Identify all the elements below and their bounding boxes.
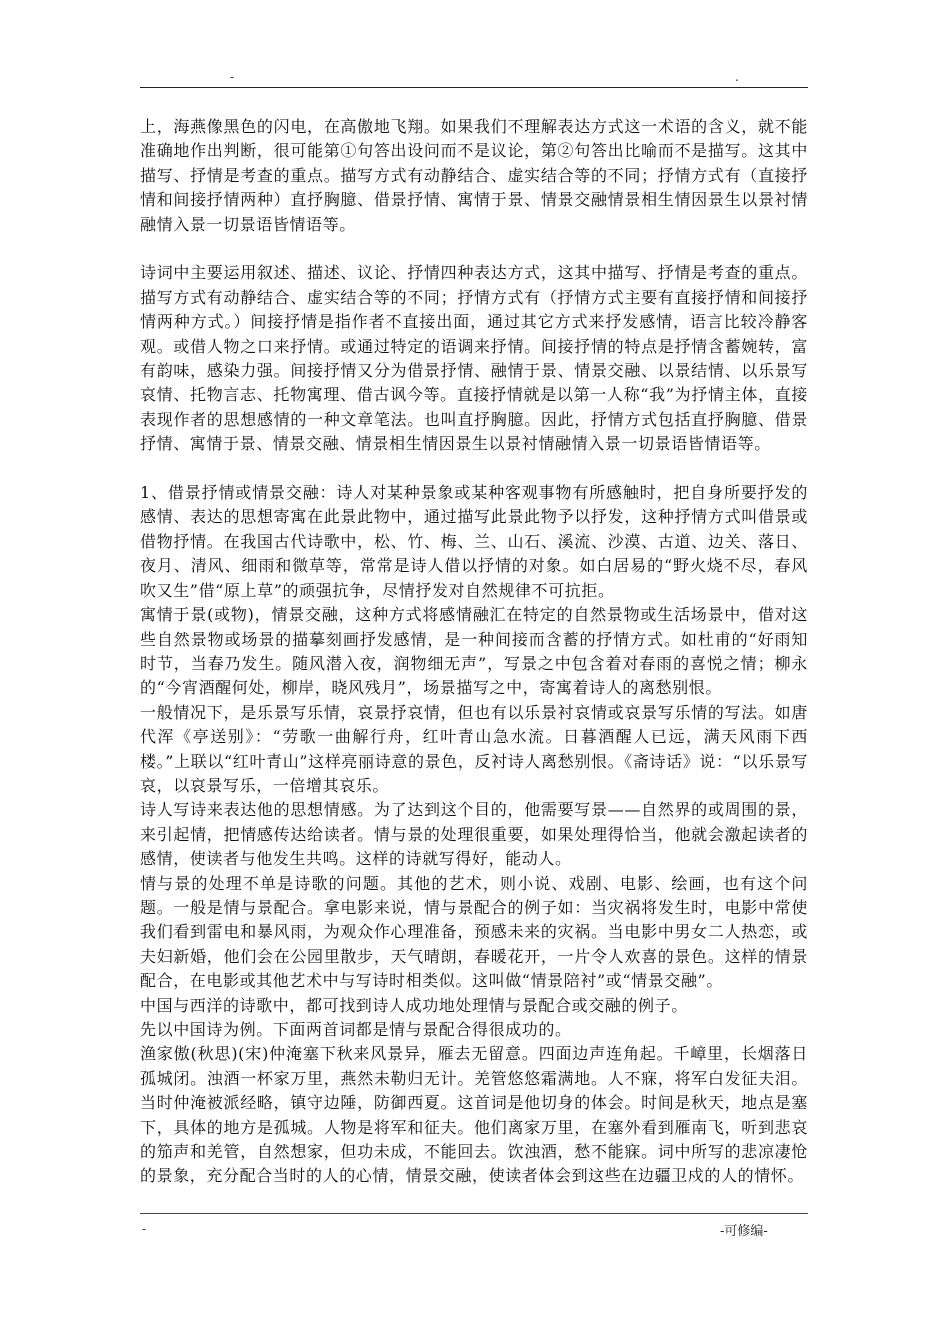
- paragraph-1: 上，海燕像黑色的闪电，在高傲地飞翔。如果我们不理解表达方式这一术语的含义，就不能准确地作出判断，很可能第①句答出设问而不是议论，第②句答出比喻而不是描写。这其中描写、抒情是考查的重点。描写方式有动静结合、虚实结合等的不同；抒情方式有（直接抒情和间接抒情两种）直抒胸臆、借景抒情、寓情于景、情景交融情景相生情因景生以景衬情融情入景一切景语皆情语等。: [140, 117, 808, 234]
- document-body: [140, 115, 808, 1189]
- paragraph-4: 寓情于景(或物)，情景交融，这种方式将感情融汇在特定的自然景物或生活场景中，借对这些自然景物或场景的描摹刻画抒发感情，是一种间接而含蓄的抒情方式。如杜甫的“好雨知时节，当春乃发生。随风潜入夜，润物细无声”，写景之中包含着对春雨的喜悦之情；柳永的“今宵酒醒何处，柳岸，晓风残月”，场景描写之中，寄寓着诗人的离愁别恨。: [140, 605, 808, 698]
- paragraph-9: 先以中国诗为例。下面两首词都是情与景配合得很成功的。: [140, 1020, 572, 1039]
- paragraph-8: 中国与西洋的诗歌中，都可找到诗人成功地处理情与景配合或交融的例子。: [140, 995, 688, 1015]
- header-rule: [140, 87, 808, 88]
- footer-rule: [140, 1213, 808, 1214]
- header-left-mark: -: [230, 70, 235, 84]
- paragraph-10: 渔家傲(秋思)(宋)仲淹塞下秋来风景异，雁去无留意。四面边声连角起。千嶂里，长烟落日孤城闭。浊酒一杯家万里，燕然未勒归无计。羌管悠悠霜满地。人不寐，将军白发征夫泪。当时仲淹被派经略，镇守边陲，防御西夏。这首词是他切身的体会。时间是秋天，地点是塞下，具体的地方是孤城。人物是将军和征夫。他们离家万里，在塞外看到雁南飞，听到悲哀的笳声和羌管，自然想家，但功未成，不能回去。饮浊酒，愁不能寐。词中所写的悲凉凄怆的景象，充分配合当时的人的心情，情景交融，使读者体会到这些在边疆卫戍的人的情怀。: [140, 1044, 808, 1186]
- paragraph-7: 情与景的处理不单是诗歌的问题。其他的艺术，则小说、戏剧、电影、绘画，也有这个问题。一般是情与景配合。拿电影来说，情与景配合的例子如：当灾祸将发生时，电影中常使我们看到雷电和暴风雨，为观众作心理准备，预感未来的灾祸。当电影中男女二人热恋，或夫妇新婚，他们会在公园里散步，天气晴朗，春暖花开，一片令人欢喜的景色。这样的情景配合，在电影或其他艺术中与写诗时相类似。这叫做“情景陪衬”或“情景交融”。: [140, 873, 808, 991]
- paragraph-gap-2: [140, 457, 808, 481]
- footer-left-mark: -: [142, 1222, 147, 1236]
- paragraph-5: 一般情况下，是乐景写乐情，哀景抒哀情，但也有以乐景衬哀情或哀景写乐情的写法。如唐代浑《亭送别》：“劳歌一曲解行舟，红叶青山急水流。日暮酒醒人已远，满天风雨下西楼。”上联以“红叶青山”这样亮丽诗意的景色，反衬诗人离愁别恨。《斋诗话》说：“以乐景写哀，以哀景写乐，一倍增其哀乐。: [140, 702, 808, 795]
- paragraph-6: 诗人写诗来表达他的思想情感。为了达到这个目的，他需要写景——自然界的或周围的景，来引起情，把情感传达给读者。情与景的处理很重要，如果处理得恰当，他就会激起读者的感情，使读者与他发生共鸣。这样的诗就写得好，能动人。: [140, 800, 808, 869]
- paragraph-2: 诗词中主要运用叙述、描述、议论、抒情四种表达方式，这其中描写、抒情是考查的重点。描写方式有动静结合、虚实结合等的不同；抒情方式有（抒情方式主要有直接抒情和间接抒情两种方式。）间接抒情是指作者不直接出面，通过其它方式来抒发感情，语言比较冷静客观。或借人物之口来抒情。或通过特定的语调来抒情。间接抒情的特点是抒情含蓄婉转，富有韵味，感染力强。间接抒情又分为借景抒情、融情于景、情景交融、以景结情、以乐景写哀情、托物言志、托物寓理、借古讽今等。直接抒情就是以第一人称“我”为抒情主体，直接表现作者的思想感情的一种文章笔法。也叫直抒胸臆。因此，抒情方式包括直抒胸臆、借景抒情、寓情于景、情景交融、情景相生情因景生以景衬情融情入景一切景语皆情语等。: [140, 263, 808, 454]
- paragraph-gap-1: [140, 237, 808, 261]
- footer-editable-note: -可修编-: [720, 1224, 768, 1239]
- header-right-mark: .: [735, 70, 739, 84]
- paragraph-3: 1、借景抒情或情景交融：诗人对某种景象或某种客观事物有所感触时，把自身所要抒发的感情、表达的思想寄寓在此景此物中，通过描写此景此物予以抒发，这种抒情方式叫借景或借物抒情。在我国古代诗歌中，松、竹、梅、兰、山石、溪流、沙漠、古道、边关、落日、夜月、清风、细雨和微草等，常常是诗人借以抒情的对象。如白居易的“野火烧不尽，春风吹又生”借“原上草”的顽强抗争，尽情抒发对自然规律不可抗拒。: [140, 483, 808, 600]
